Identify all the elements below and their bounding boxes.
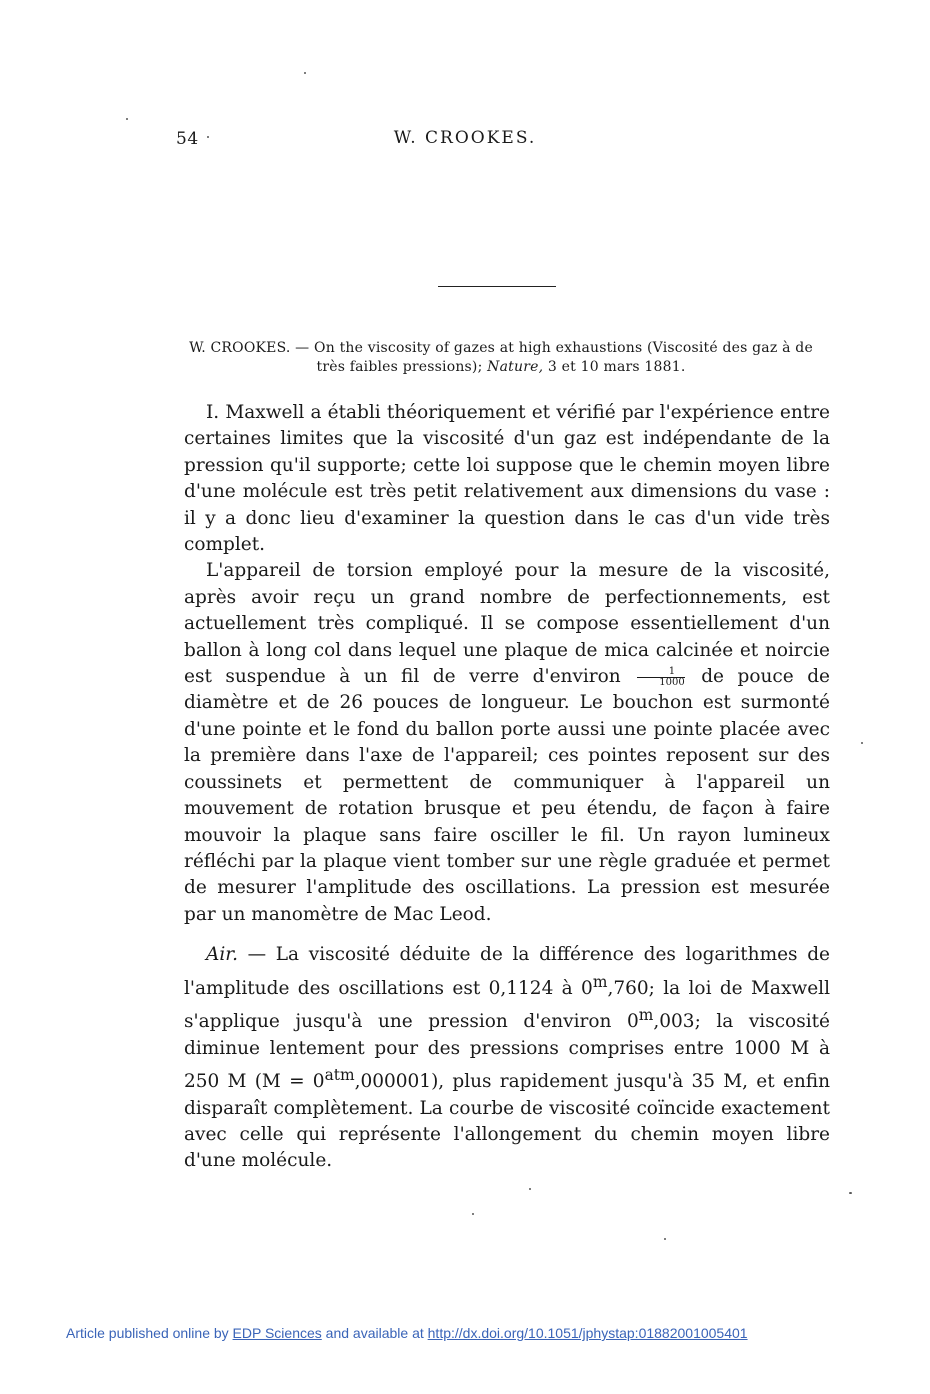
publisher-link[interactable]: EDP Sciences bbox=[232, 1325, 322, 1341]
air-text-a: — La viscosité déduite de la différence des logarithmes de l'amplitude des oscillations est 0,1124 à 0 bbox=[184, 944, 830, 999]
unit-superscript-m1: m bbox=[592, 972, 608, 991]
publication-footer bbox=[66, 1325, 748, 1341]
apparatus-text-start: L'appareil de torsion employé pour la mesure de la viscosité, après avoir reçu un grand nombre de perfectionnements, est actuellement très compliqué. Il se compose essentiellement d'un ballon à long col dans lequel une plaque de mica calcinée et noircie est suspendue à un fil de verre d'environ bbox=[184, 560, 830, 688]
article-body bbox=[184, 400, 830, 1175]
fraction-denominator: 1000 bbox=[659, 676, 685, 688]
unit-superscript-m2: m bbox=[638, 1006, 654, 1025]
running-head: W. CROOKES. bbox=[393, 128, 537, 148]
scan-speck bbox=[472, 1213, 474, 1215]
scan-speck bbox=[664, 1238, 666, 1240]
fraction-one-thousandth bbox=[637, 667, 684, 688]
scan-speck bbox=[529, 1188, 531, 1190]
doi-link[interactable]: http://dx.doi.org/10.1051/jphystap:01882001005401 bbox=[427, 1325, 748, 1341]
page-number: 54 bbox=[176, 129, 199, 149]
air-text-d: ,000001), plus rapidement jusqu'à 35 M, et enfin disparaît complètement. La courbe de viscosité coïncide exactement avec celle qui représente l'allongement du chemin moyen libre d'une molécule. bbox=[184, 1071, 830, 1172]
paragraph-apparatus bbox=[184, 558, 830, 928]
air-text-b: ,760; la loi de Maxwell s'applique jusqu'à une pression d'environ 0 bbox=[184, 977, 830, 1033]
apparatus-text-end: de pouce de diamètre et de 26 pouces de longueur. Le bouchon est surmonté d'une pointe et le fond du ballon porte aussi une pointe placée avec la première dans l'axe de l'appareil; ces pointes reposent sur des coussinets et permettent de communiquer à l'appareil un mouvement de rotation brusque et peu étendu, de façon à faire mouvoir la plaque sans faire osciller le fil. Un rayon lumineux réfléchi par la plaque vient tomber sur une règle graduée et permet de mesurer l'amplitude des oscillations. La pression est mesurée par un manomètre de Mac Leod. bbox=[184, 666, 830, 925]
paragraph-maxwell: I. Maxwell a établi théoriquement et vérifié par l'expérience entre certaines limites que la viscosité d'un gaz est indépendante de la pression qu'il supporte; cette loi suppose que le chemin moyen libre d'une molécule est très petit relativement aux dimensions du vase : il y a donc lieu d'examiner la question dans le cas d'un vide très complet. bbox=[184, 402, 830, 556]
scan-speck bbox=[861, 742, 863, 744]
scan-speck bbox=[304, 72, 306, 74]
bibliographic-reference bbox=[176, 339, 826, 377]
fraction-numerator: 1 bbox=[637, 667, 684, 678]
footer-prefix: Article published online by bbox=[66, 1325, 233, 1341]
reference-date: 3 et 10 mars 1881. bbox=[543, 359, 686, 375]
reference-text: W. CROOKES. — On the viscosity of gazes at high exhaustions (Viscosité des gaz à de très faibles pressions); bbox=[189, 340, 813, 375]
air-label: Air. bbox=[206, 944, 238, 966]
footer-middle: and available at bbox=[321, 1325, 428, 1341]
paragraph-air bbox=[184, 942, 830, 1175]
section-divider bbox=[438, 286, 556, 287]
scan-speck bbox=[849, 1192, 852, 1194]
reference-journal: Nature, bbox=[487, 359, 544, 375]
scan-speck bbox=[207, 136, 209, 138]
scan-speck bbox=[126, 118, 128, 120]
air-text-c: ,003; la viscosité diminue lentement pour des pressions comprises entre 1000 M à 250 M (M = 0 bbox=[184, 1011, 830, 1093]
unit-superscript-atm: atm bbox=[324, 1066, 355, 1085]
